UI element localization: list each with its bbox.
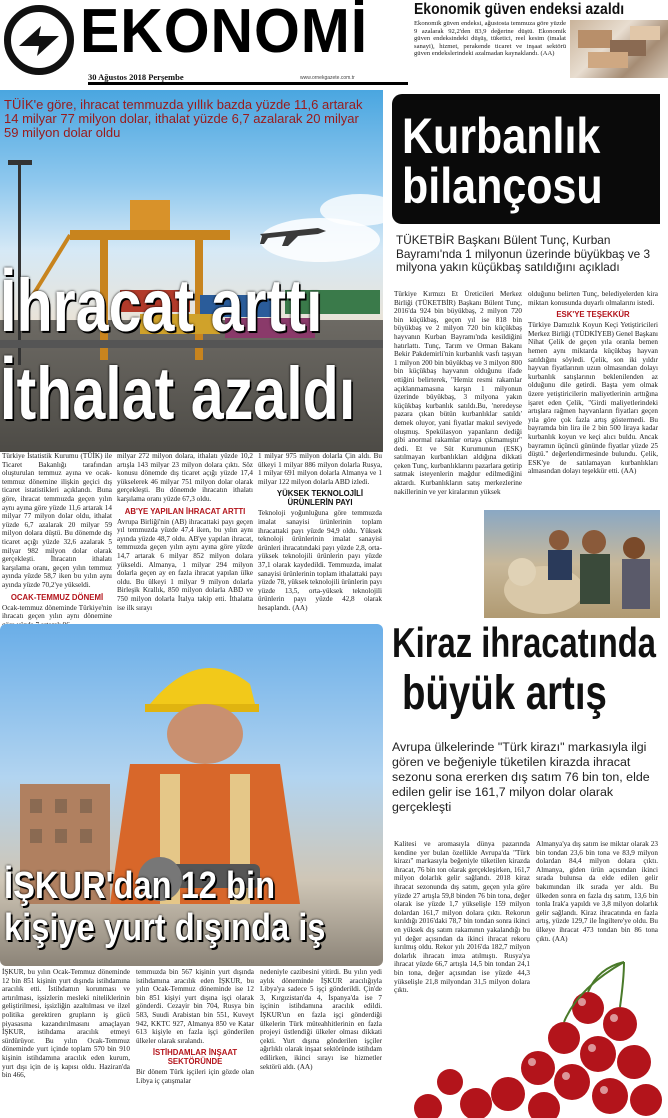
kurban-headline-2: bilançosu	[402, 158, 603, 214]
ihracat-headline-2: İthalat azaldı	[0, 352, 356, 435]
iskur-headline-1: İŞKUR'dan 12 bin	[4, 865, 276, 907]
kiraz-headline-1: Kiraz ihracatında	[392, 619, 656, 666]
kurban-col-2: olduğunu belirten Tunç, belediyelerden kira miktarı konusunda duyarlı olmalarını istedi. ESK'YE TEŞEKKÜR Türkiye Damızlık Koyun Keçi Yetiştiricileri Merkez Birliği (TÜDKİYEB) Genel Başkanı Nihat Çelik de geçen yıla oranla bemen hemen aynı miktarda küçükbaş hayvan satıldığını söyledi. Çelik, son iki yıldır hayvan fiyatlarının uzun olmasından dolayı kurbanlık satışlarının beklenilenden az olduğunu dile getirdi. Başta yem olmak üzere yetiştiricilerin maliyetlerinin arttığına işaret eden Çelik, "Girdi maliyetlerindeki artışlara rağmen hayvanların fiyatları geçen yıla göre çok fazla artış göstermedi. Bu bayramda bin lira ile 2 bin 500 liraya kadar kurbanlık koyun ve keçi alıcı buldu. Ancak bayramın üçüncü gününde fiyatlar yüzde 25 düştü." değerlendirmesinde bulundu. Çelik, ESK'ye de satılamayan kurbanlıkları almasından dolayı teşekkür etti. (AA)	[528, 290, 658, 476]
kurban-col-1: Türkiye Kırmızı Et Üreticileri Merkez Birliği (TÜKETBİR) Başkanı Bülent Tunç, 2016'da 924 bin büyükbaş, 2 milyon 720 bin küçükbaş, geçen yıl ise 818 bin büyükbaş ve 2 milyon 720 bin küçükbaş hayvanın Kurban Bayramı'nda kesildiğini hatırlattı. Tunç, Tarım ve Orman Bakanı Bekir Pakdemirli'nin kurbanlık vasfı taşıyan 1 milyon 200 bin büyükbaş ve 3 milyon 800 bin küçükbaş hayvanın olduğunu ifade ettiğini belirterek, "Hemiz resmi rakamlar açıklanmamasına karşın 1 milyonun üzerinde büyükbaş, 3 milyona yakın küçükbaş kurbanlık satıldı.Bu, 'neredeyse pazara çıkan bütün kurbanlıklar satıldı' demek oluyor, yani fiyatlar makul seviyede oluşmuş. Spekülasyon yapanların dediği gibi anormal rakamlar ortaya çıkmamıştır" dedi. Et ve Süt Kurumunun (ESK) satılmayan kurbanlıkları aldığına dikkati çeken Tunç, kurbanlıklarını pazarlara getirip satmak isteyenlerin mağdur edilmediğini aktardı. Kurbanlıkların satış merkezlerine nakillerinin ve yer kiralarının yüksek	[394, 290, 522, 496]
money-photo	[570, 20, 668, 78]
iskur-col-2: temmuzda bin 567 kişinin yurt dışında istihdamına aracılık eden İŞKUR, bu yılın Ocak-Temmuz döneminde ise 12 bin 851 kişiyi yurt dışına işçi olarak gönderdi. Cezayir bin 704, Rusya bin 583, Suudi Arabistan bin 551, Kuveyt 942, KKTC 927, Almanya 850 ve Katar 613 kişiyle en fazla işçi gönderilen ülkeler olarak sıralandı. İSTİHDAMLAR İNŞAAT SEKTÖRÜNDE Bir dönem Türk işçileri için gözde olan Libya iç çatışmalar	[136, 968, 254, 1085]
kurban-headline-1: Kurbanlık	[402, 108, 601, 164]
top-story-title: Ekonomik güven endeksi azaldı	[414, 1, 625, 18]
ihracat-col-2: milyar 272 milyon dolara, ithalatı yüzde 10,2 artışla 143 milyar 23 milyon dolara çıktı. Söz konusu dönemde dış ticaret açığı yüzde 17,4 yükselerek 46 milyar 751 milyon dolar olarak gerçekleşti. Bu dönemde ihracatın ithalatı karşılama oranı yüzde 67,3 oldu. AB'YE YAPILAN İHRACAT ARTTI Avrupa Birliği'nin (AB) ihracattaki payı geçen yıl temmuzda yüzde 47,4 iken, bu yılın aynı ayında yüzde 48,7 oldu. AB'ye yapılan ihracat, temmuzda geçen yılın aynı ayına göre yüzde 14,7 artarak 6 milyar 852 milyon dolara yükseldi. Almanya, 1 milyar 294 milyon dolarla geçen ay en fazla ihracat yapılan ülke oldu. Bu ülkeyi 1 milyar 9 milyon dolarla Birleşik Krallık, 850 milyon dolarla ABD ve 750 milyon dolarla İtalya takip etti. İthalatta ise ilk sırayı	[117, 452, 253, 612]
masthead-site: www.ornekgazete.com.tr	[300, 75, 355, 81]
iskur-col-1: İŞKUR, bu yılın Ocak-Temmuz döneminde 12 bin 851 kişinin yurt dışında istihdamına aracılık etti. İstihdamın korunması ve artırılması, işsizlerin mesleki niteliklerinin geliştirilmesi, işsizliğin azaltılması ve ilzel politika gerektiren grupların iş gücü piyasasına kazandırılmasını amaçlayan İŞKUR, istihdama aracılık etmeyi sürdürüyor. Bu yılın Ocak-Temmuz döneminde yurt içinde toplam 570 bin 910 kişinin istihdamına aracılık eden kurum, yurt dışı için de iş kapısı oldu. Haziran'da bin 466,	[2, 968, 130, 1080]
kiraz-deck: Avrupa ülkelerinde "Türk kirazı" markasıyla ilgi gören ve beğeniyle tüketilen kirazda ihracat sezonu sona ererken dış satım 76 bin ton, elde edilen gelir ise 161,7 milyon dolar olarak gerçekleşti	[392, 740, 650, 814]
top-story	[410, 0, 660, 86]
kurban-deck: TÜKETBİR Başkanı Bülent Tunç, Kurban Bayramı'nda 1 milyonun üzerinde büyükbaş ve 3 milyona yakın küçükbaş satıldığını açıkladı	[396, 233, 651, 274]
logo-ring-icon	[4, 5, 74, 75]
top-story-body: Ekonomik güven endeksi, ağustosta temmuza göre yüzde 9 azalarak 92,2'den 83,9 değerine düştü. Ekonomik güven endeksindeki düşüş, tüketici, reel kesim (imalat sanayi), hizmet, perakende ticaret ve inşaat sektörü güven endekslerindeki azalmadan kaynaklandı. (AA)	[414, 20, 566, 58]
ihracat-deck: TÜİK'e göre, ihracat temmuzda yıllık bazda yüzde 11,6 artarak 14 milyar 77 milyon dolar, ithalat yüzde 6,7 azalarak 20 milyar 59 milyon dolar oldu	[4, 97, 363, 140]
kiraz-col-2: Almanya'ya dış satım ise miktar olarak 23 bin tondan 23,6 bin tona ve 83,9 milyon dolardan 84,4 milyon dolara çıktı. Almanya, giden ürün açısından ikinci sırada bulunsa da elde edilen gelir bakımından ilk sırada yer aldı. Bu ülkeden sonra en fazla dış satım, 13,6 bin tonla Irak'a yapıldı ve 3,8 milyon dolarlık gelir sağlandı. Kiraz ihracatında en fazla artış, yüzde 129,7 ile İngiltere'ye oldu. Bu ülkeye ihracat 473 tondan bin 86 tona çıktı. (AA)	[536, 840, 658, 943]
masthead-logo: EKONOMİ	[80, 0, 369, 66]
iskur-photo	[0, 624, 383, 966]
kurban-photo	[484, 510, 660, 618]
masthead-rule	[88, 82, 408, 85]
ihracat-col-3: 1 milyar 975 milyon dolarla Çin aldı. Bu ülkeyi 1 milyar 886 milyon dolarla Rusya, 1 milyar 691 milyon dolarla Almanya ve 1 milyar 122 milyon dolarla ABD izledi. YÜKSEK TEKNOLOJİLİ ÜRÜNLERİN PAYI Teknoloji yoğunluğuna göre temmuzda imalat sanayisi ürünlerinin toplam ihracattaki payı yüzde 94,9 oldu. Yüksek teknoloji ürünlerinin imalat sanayisi ürünleri ihracatındaki payı yüzde 2,8, orta-yüksek teknolojili ürünlerin payı yüzde 37,1 olarak kaydedildi. Temmuzda, imalat sanayisi ürünlerinin toplam ithalattaki payı yüzde 78, yüksek teknolojili ürünlerin payı yüzde 13,5, orta-yüksek teknolojili ürünlerin payı yüzde 42,8 olarak hesaplandı. (AA)	[258, 452, 382, 612]
masthead-date: 30 Ağustos 2018 Perşembe	[88, 72, 184, 82]
ihracat-headline-1: İhracat arttı	[0, 264, 323, 347]
kurban-headline-box	[392, 94, 660, 224]
ihracat-col-1: Türkiye İstatistik Kurumu (TÜİK) ile Ticaret Bakanlığı tarafından oluşturulan temmuz ayına ve ocak-temmuz dönemine ilişkin geçici dış ticaret istatistikleri açıklandı. Buna göre, ihracat temmuzda geçen yılın aynı ayına göre yüzde 11,6 artarak 14 milyar 77 milyon dolar oldu, ithalat yüzde 6,7 azalarak 20 milyar 59 milyon dolara düştü. Bu dönemde dış ticaret açığı yüzde 32,6 azalarak 5 milyar 982 milyon dolar olarak gerçekleşti. İhracatın ithalatı karşılama oranı, geçen yılın temmuz ayında yüzde 58,7 iken bu yılın aynı ayında yüzde 70,2'ye yükseldi. OCAK-TEMMUZ DÖNEMİ Ocak-temmuz döneminde Türkiye'nin ihracatı geçen yılın aynı dönemine	[2, 452, 112, 621]
ihracat-photo	[0, 90, 383, 452]
airplane-icon	[258, 218, 328, 248]
kiraz-col-1: Kalitesi ve aromasıyla dünya pazarında kendine yer bulan özellikle Avrupa'da "Türk kirazı" markasıyla beğeniyle tüketilen kirazda ihracat, 76 bin ton olarak gerçekleşirken, 161,7 milyon dolarlık gelir sağlandı. 2018 kiraz ihracat sezonunda dış satım, geçen yıla göre yüzde 27 artışla 59,8 binden 76 bin tona, değer olarak ise yüzde 1,7 yükselişle 159 milyon dolardan 161,7 milyon dolara çıktı. Rekorun kırıldığı 2016'daki 78,7 bin tondan sonra ikinci en yüksek dış satım rakamının yakalandığı bu yıl değer açısından da ikinci ihracat rekoru kırılmış oldu. Rekor yılı 2016'da 182,7 milyon dolarlık ihracatı imza atılmıştı. Rusya'ya ihracat yüzde 66,7 artışla 14,5 bin tondan 24,1 bin tona, değer açısından ise yüzde 44,3 yükselişle 21,8 milyondan 31,5 milyon dolara çıktı.	[394, 840, 530, 995]
cherry-icon	[388, 958, 660, 1118]
kiraz-headline-2: büyük artış	[402, 667, 607, 720]
iskur-headline-2: kişiye yurt dışında iş	[4, 907, 326, 949]
iskur-col-3: nedeniyle cazibesini yitirdi. Bu yılın yedi aylık döneminde İŞKUR aracılığıyla Libya'ya sadece 5 işçi gönderildi. Çin'de 3, Kırgızistan'da 4, İspanya'da ise 7 işçinin istihdamına aracılık edildi. İŞKUR'un en fazla işçi gönderdiği ülkelerin Türk müteahhitlerinin en fazla projeyi üstlendiği ülkeler olması dikkati çekti. Yurt dışına gönderilen işçiler ağırlıklı olarak inşaat sektöründe istihdam edilirken, ikinci sırayı ise hizmetler sektörü aldı. (AA)	[260, 968, 382, 1071]
